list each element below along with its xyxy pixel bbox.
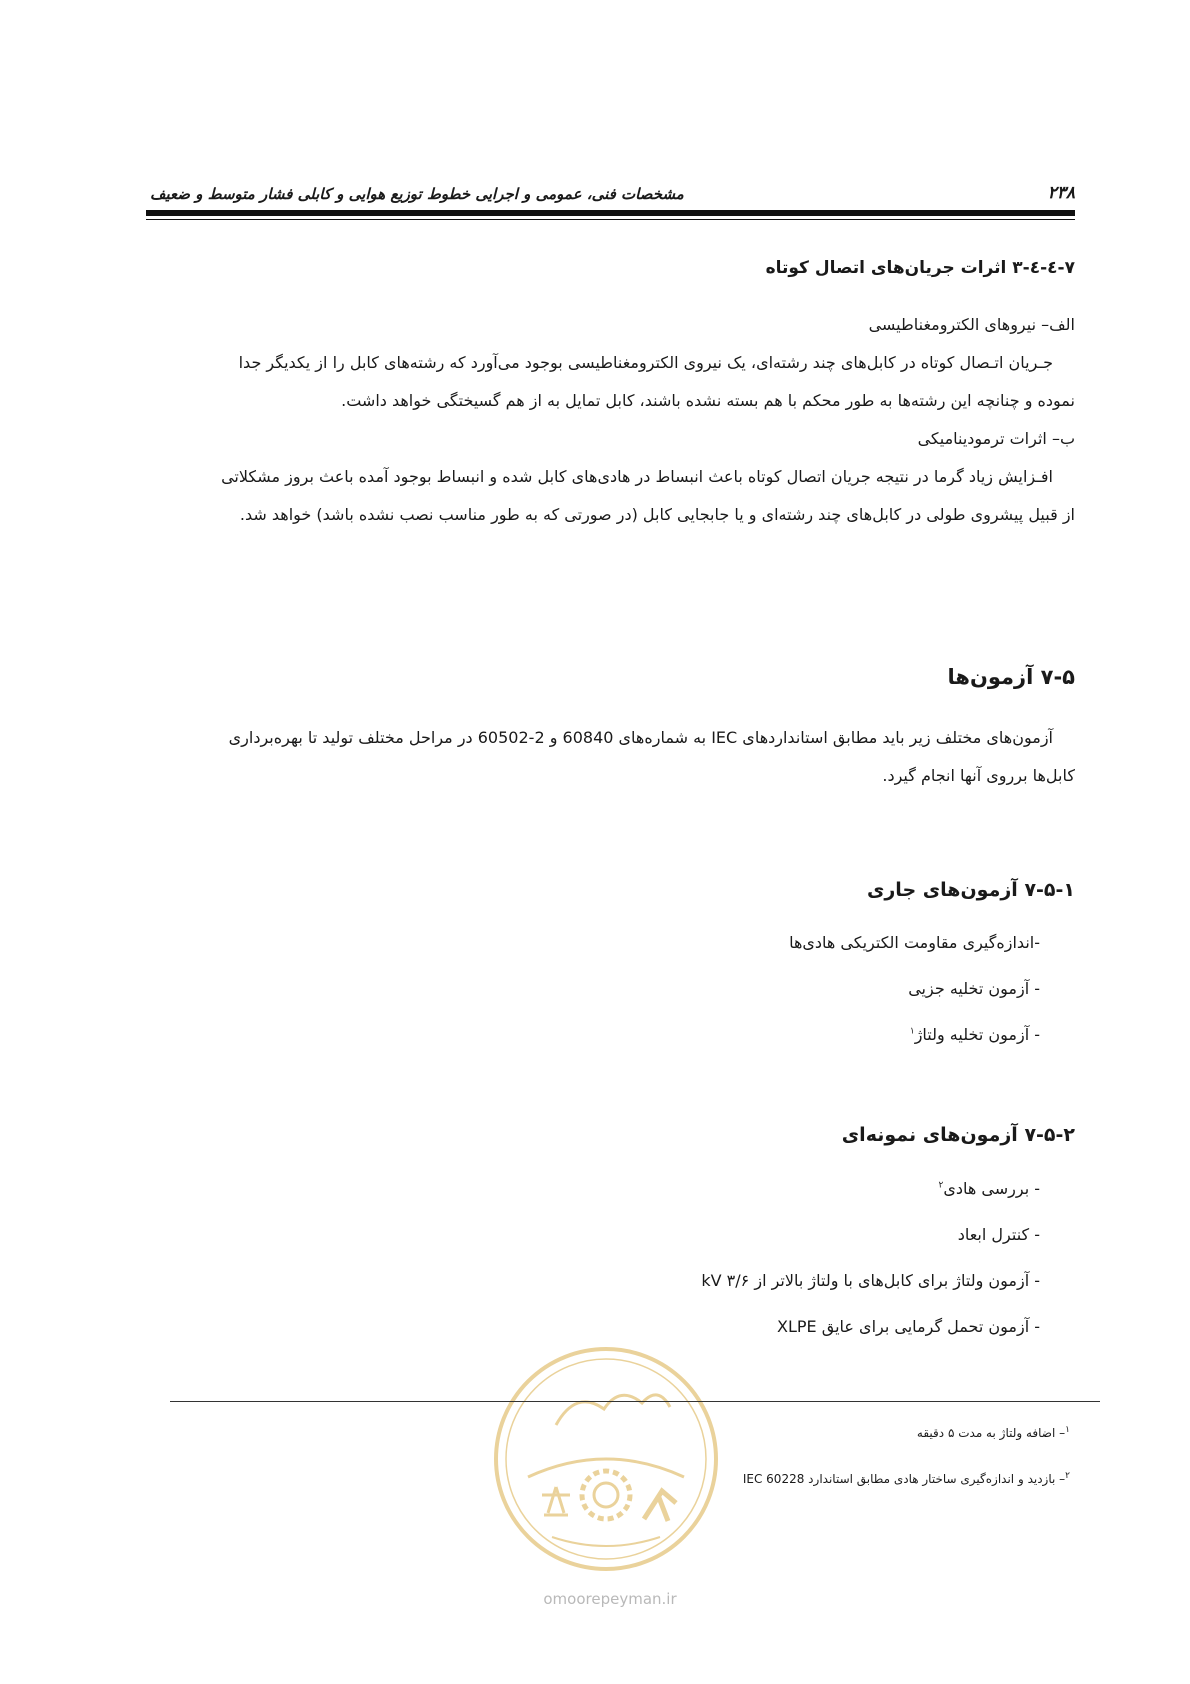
footnote-mark: ۱: [1065, 1425, 1070, 1435]
tests-intro: [140, 719, 1075, 795]
short-circuit-block: [140, 306, 1075, 534]
footnote-ref: ۱: [909, 1026, 915, 1037]
running-title: مشخصات فنی، عمومی و اجرایی خطوط توزیع هوایی و کابلی فشار متوسط و ضعیف: [150, 185, 684, 203]
type-tests-list: [560, 1166, 1040, 1350]
page-number: ۲۳۸: [1047, 183, 1075, 203]
heading-routine-tests: ۷-۵-۱ آزمون‌های جاری: [866, 879, 1075, 901]
tests-intro-line: کابل‌ها برروی آنها انجام گیرد.: [882, 766, 1075, 785]
list-item: - آزمون تخلیه ولتاژ$^۱$: [909, 1025, 1040, 1044]
tests-intro-line: آزمون‌های مختلف زیر باید مطابق استانداردهای IEC به شماره‌های 60840 و 2-60502 در مراحل مختلف تولید تا بهره‌برداری: [228, 728, 1053, 747]
list-item: -اندازه‌گیری مقاومت الکتریکی هادی‌ها: [789, 933, 1040, 952]
heading-type-tests: ۷-۵-۲ آزمون‌های نمونه‌ای: [841, 1124, 1075, 1146]
sub-a-label: الف– نیروهای الکترومغناطیسی: [868, 315, 1075, 334]
header-rule-thin: [146, 219, 1075, 220]
list-item: - بررسی هادی$^۲$: [938, 1179, 1040, 1198]
para-a-line: جـریان اتـصال کوتاه در کابل‌های چند رشته‌ای، یک نیروی الکترومغناطیسی بوجود می‌آورد که رشته‌های کابل را از یکدیگر جدا: [238, 353, 1053, 372]
header-rule-thick: [146, 210, 1075, 216]
para-b-line: افـزایش زیاد گرما در نتیجه جریان اتصال کوتاه باعث انبساط در هادی‌های کابل شده و انبساط بوجود آمده باعث بروز مشکلاتی: [221, 467, 1053, 486]
list-item: - آزمون تحمل گرمایی برای عایق XLPE: [777, 1317, 1040, 1336]
list-item: - آزمون تخلیه جزیی: [908, 979, 1040, 998]
para-a-line: نموده و چنانچه این رشته‌ها به طور محکم با هم بسته نشده باشند، کابل تمایل به از هم گسیختگی خواهد داشت.: [341, 391, 1075, 410]
footnote: $^۲$– بازدید و اندازه‌گیری ساختار هادی مطابق استاندارد IEC 60228: [742, 1471, 1070, 1486]
heading-short-circuit-effects: ۷-٤-٤-۳ اثرات جریان‌های اتصال کوتاه: [765, 258, 1075, 278]
sub-b-label: ب– اثرات ترمودینامیکی: [917, 429, 1075, 448]
list-item: - کنترل ابعاد: [957, 1225, 1040, 1244]
footnote-rule: [170, 1401, 1100, 1402]
list-item: - آزمون ولتاژ برای کابل‌های با ولتاژ بالاتر از ۳/۶ kV: [701, 1271, 1040, 1290]
footnote-ref: ۲: [938, 1180, 944, 1191]
routine-tests-list: [600, 920, 1040, 1058]
heading-tests: ۷-۵ آزمون‌ها: [947, 665, 1075, 689]
para-b-line: از قبیل پیشروی طولی در کابل‌های چند رشته‌ای و یا جابجایی کابل (در صورتی که به طور مناسب نصب نشده باشد) خواهد شد.: [239, 505, 1075, 524]
watermark-site: omoorepeyman.ir: [543, 1590, 677, 1608]
footnote-mark: ۲: [1065, 1471, 1070, 1481]
footnote: $^۱$– اضافه ولتاژ به مدت ۵ دقیقه: [916, 1425, 1070, 1440]
watermark-seal-icon: [492, 1345, 720, 1573]
